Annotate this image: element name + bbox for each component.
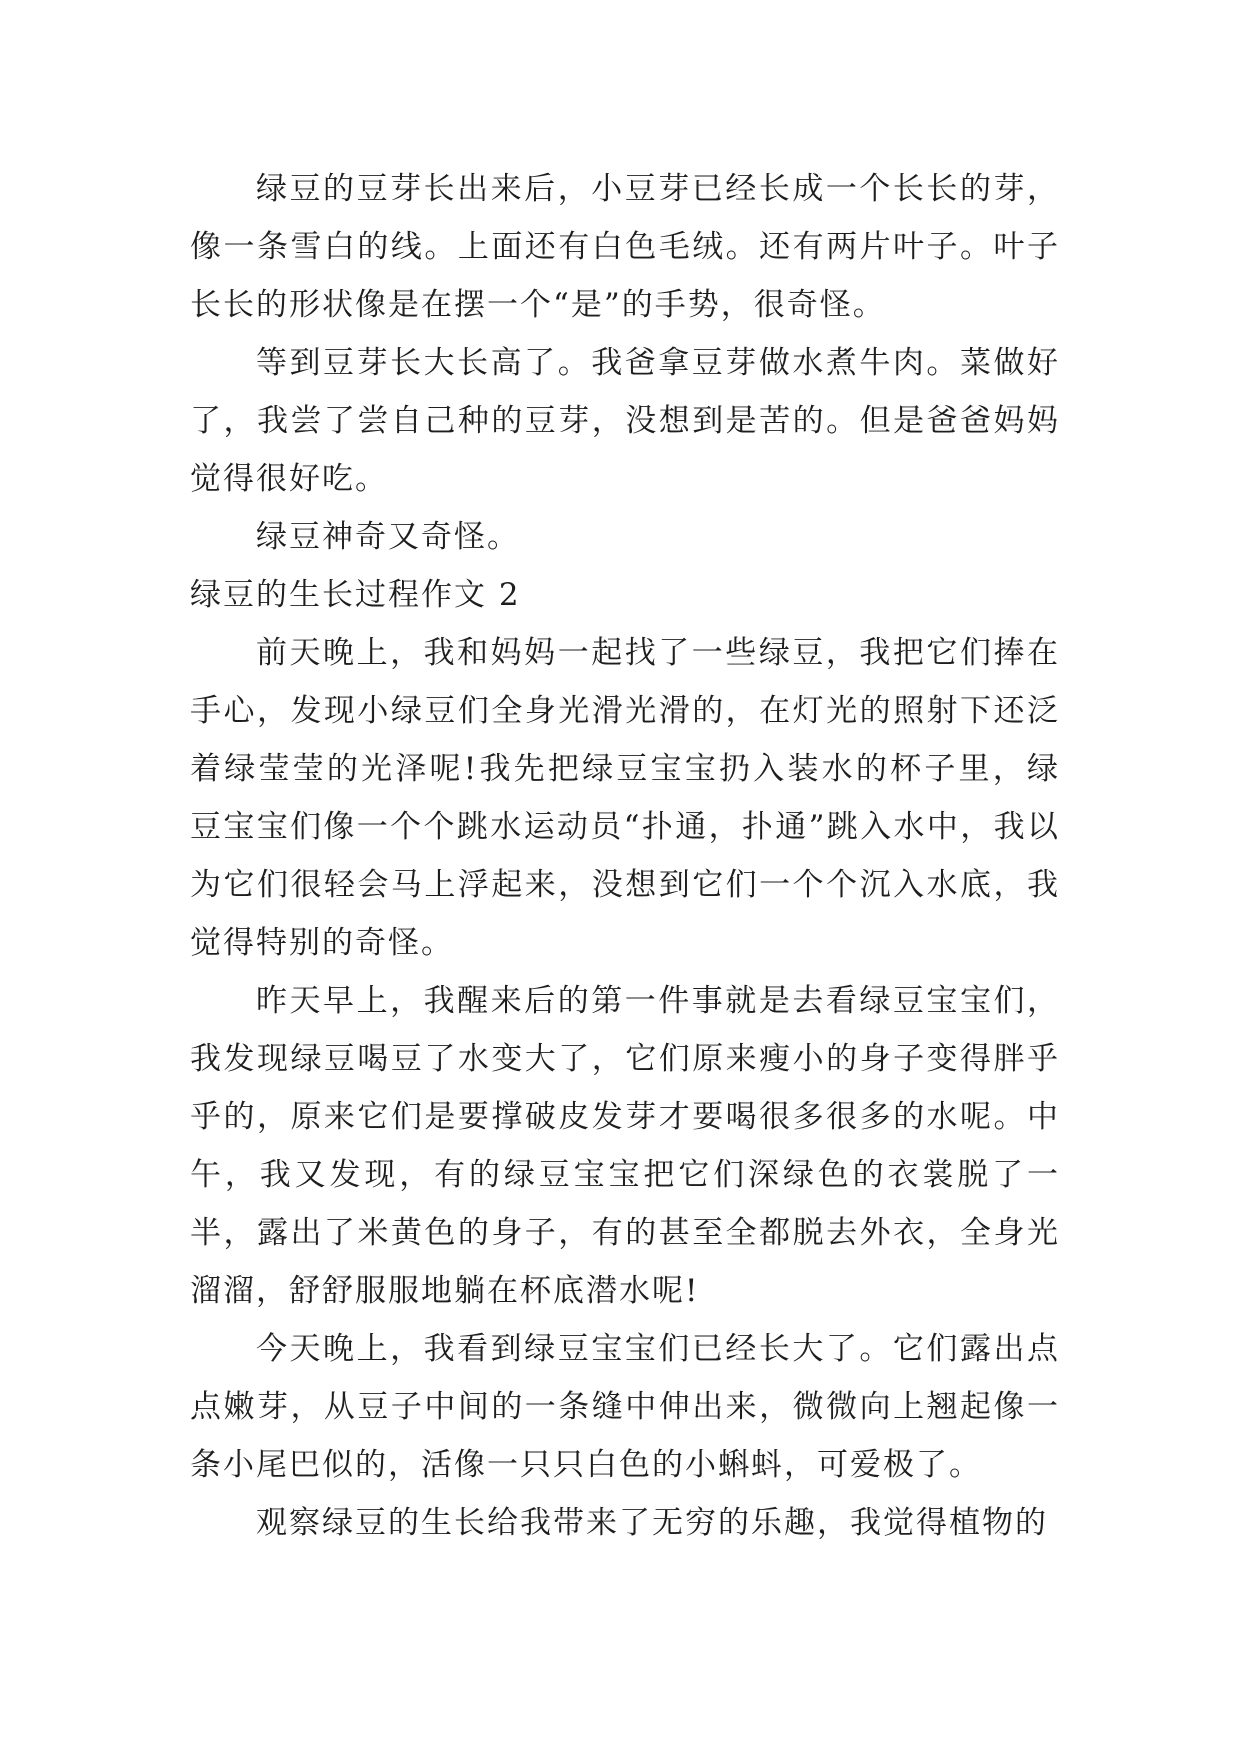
essay-heading: 绿豆的生长过程作文 2 <box>190 577 521 613</box>
paragraph-sprout-description: 绿豆的豆芽长出来后，小豆芽已经长成一个长长的芽，像一条雪白的线。上面还有白色毛绒。还有两片叶子。叶子长长的形状像是在摆一个“是”的手势，很奇怪。 <box>190 171 1060 323</box>
paragraph-cooking: 等到豆芽长大长高了。我爸拿豆芽做水煮牛肉。菜做好了，我尝了尝自己种的豆芽，没想到是苦的。但是爸爸妈妈觉得很好吃。 <box>190 345 1060 497</box>
paragraph-today: 今天晚上，我看到绿豆宝宝们已经长大了。它们露出点点嫩芽，从豆子中间的一条缝中伸出来，微微向上翘起像一条小尾巴似的，活像一只只白色的小蝌蚪，可爱极了。 <box>190 1331 1060 1483</box>
document-page <box>190 160 1060 1552</box>
paragraph-observation: 观察绿豆的生长给我带来了无穷的乐趣，我觉得植物的 <box>256 1505 1048 1541</box>
paragraph-day-before-yesterday: 前天晚上，我和妈妈一起找了一些绿豆，我把它们捧在手心，发现小绿豆们全身光滑光滑的，在灯光的照射下还泛着绿莹莹的光泽呢!我先把绿豆宝宝扔入装水的杯子里，绿豆宝宝们像一个个跳水运动员“扑通，扑通”跳入水中，我以为它们很轻会马上浮起来，没想到它们一个个沉入水底，我觉得特别的奇怪。 <box>190 635 1060 961</box>
paragraph-yesterday: 昨天早上，我醒来后的第一件事就是去看绿豆宝宝们，我发现绿豆喝豆了水变大了，它们原来瘦小的身子变得胖乎乎的，原来它们是要撑破皮发芽才要喝很多很多的水呢。中午，我又发现，有的绿豆宝宝把它们深绿色的衣裳脱了一半，露出了米黄色的身子，有的甚至全都脱去外衣，全身光溜溜，舒舒服服地躺在杯底潜水呢! <box>190 983 1060 1309</box>
paragraph-conclusion: 绿豆神奇又奇怪。 <box>256 519 520 555</box>
